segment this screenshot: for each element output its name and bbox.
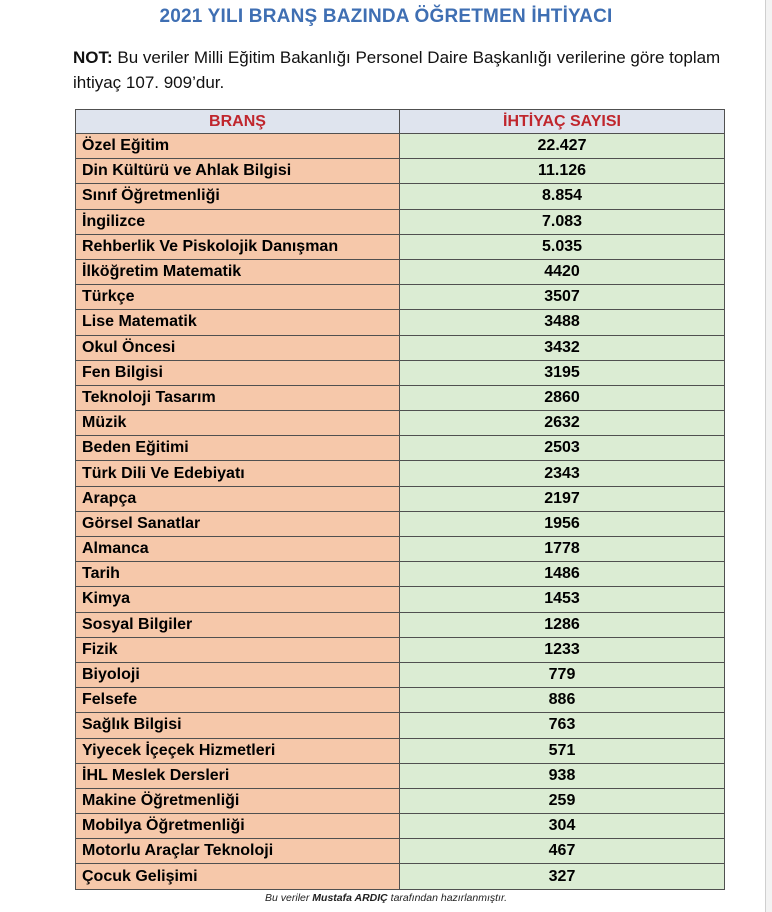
table-row [76,234,725,259]
note-label: NOT: [73,48,113,67]
table-row [76,587,725,612]
count-cell: 938 [400,763,725,788]
branch-cell: Din Kültürü ve Ahlak Bilgisi [76,159,400,184]
branch-cell: Motorlu Araçlar Teknoloji [76,839,400,864]
branch-cell: Almanca [76,537,400,562]
table-row [76,688,725,713]
credit-author: Mustafa ARDIÇ [312,892,388,904]
branch-cell: Felsefe [76,688,400,713]
count-cell: 3195 [400,360,725,385]
branch-cell: Mobilya Öğretmenliği [76,814,400,839]
count-cell: 5.035 [400,234,725,259]
branch-cell: Müzik [76,411,400,436]
table-row [76,411,725,436]
table-body [76,134,725,890]
table-row [76,788,725,813]
page-edge [765,0,772,912]
table-row [76,511,725,536]
count-cell: 327 [400,864,725,889]
branch-cell: Beden Eğitimi [76,436,400,461]
branch-cell: Sağlık Bilgisi [76,713,400,738]
header-branch: BRANŞ [76,110,400,134]
count-cell: 763 [400,713,725,738]
table-header-row [76,110,725,134]
table-row [76,159,725,184]
count-cell: 3507 [400,285,725,310]
page-title: 2021 YILI BRANŞ BAZINDA ÖĞRETMEN İHTİYACI [159,6,613,27]
count-cell: 304 [400,814,725,839]
count-cell: 571 [400,738,725,763]
table-row [76,738,725,763]
branch-cell: Okul Öncesi [76,335,400,360]
table-row [76,713,725,738]
branch-cell: İlköğretim Matematik [76,259,400,284]
table-row [76,436,725,461]
header-count: İHTİYAÇ SAYISI [400,110,725,134]
branch-cell: Sosyal Bilgiler [76,612,400,637]
table-row [76,259,725,284]
count-cell: 779 [400,662,725,687]
branch-cell: Tarih [76,562,400,587]
table-row [76,360,725,385]
table-row [76,662,725,687]
count-cell: 1778 [400,537,725,562]
count-cell: 2197 [400,486,725,511]
branch-cell: Görsel Sanatlar [76,511,400,536]
branch-cell: Özel Eğitim [76,134,400,159]
count-cell: 7.083 [400,209,725,234]
count-cell: 2632 [400,411,725,436]
count-cell: 8.854 [400,184,725,209]
table-row [76,839,725,864]
needs-table [75,109,725,890]
count-cell: 22.427 [400,134,725,159]
table-row [76,814,725,839]
branch-cell: Teknoloji Tasarım [76,385,400,410]
note-text: Bu veriler Milli Eğitim Bakanlığı Personel Daire Başkanlığı verilerine göre toplam ihtiyaç 107. 909’dur. [73,48,721,92]
branch-cell: Çocuk Gelişimi [76,864,400,889]
credit-prefix: Bu veriler [265,892,313,904]
table-row [76,184,725,209]
credit-suffix: tarafından hazırlanmıştır. [387,892,507,904]
count-cell: 2503 [400,436,725,461]
table-row [76,864,725,889]
count-cell: 11.126 [400,159,725,184]
count-cell: 1453 [400,587,725,612]
branch-cell: Türk Dili Ve Edebiyatı [76,461,400,486]
branch-cell: Sınıf Öğretmenliği [76,184,400,209]
table-row [76,537,725,562]
branch-cell: Türkçe [76,285,400,310]
table-row [76,612,725,637]
branch-cell: Fen Bilgisi [76,360,400,385]
table-row [76,562,725,587]
count-cell: 886 [400,688,725,713]
table-row [76,285,725,310]
note-paragraph [73,45,733,95]
table-row [76,637,725,662]
branch-cell: İHL Meslek Dersleri [76,763,400,788]
count-cell: 3488 [400,310,725,335]
branch-cell: Biyoloji [76,662,400,687]
branch-cell: Yiyecek İçeçek Hizmetleri [76,738,400,763]
count-cell: 3432 [400,335,725,360]
table-row [76,310,725,335]
count-cell: 2860 [400,385,725,410]
branch-cell: Rehberlik Ve Piskolojik Danışman [76,234,400,259]
table-row [76,335,725,360]
count-cell: 1956 [400,511,725,536]
branch-cell: Lise Matematik [76,310,400,335]
count-cell: 2343 [400,461,725,486]
table-row [76,461,725,486]
count-cell: 1233 [400,637,725,662]
branch-cell: Kimya [76,587,400,612]
count-cell: 467 [400,839,725,864]
count-cell: 1486 [400,562,725,587]
branch-cell: Arapça [76,486,400,511]
credit-line [0,892,772,904]
table-row [76,763,725,788]
count-cell: 1286 [400,612,725,637]
table-row [76,209,725,234]
branch-cell: Fizik [76,637,400,662]
table-row [76,134,725,159]
count-cell: 259 [400,788,725,813]
table-row [76,486,725,511]
branch-cell: İngilizce [76,209,400,234]
table-row [76,385,725,410]
count-cell: 4420 [400,259,725,284]
branch-cell: Makine Öğretmenliği [76,788,400,813]
